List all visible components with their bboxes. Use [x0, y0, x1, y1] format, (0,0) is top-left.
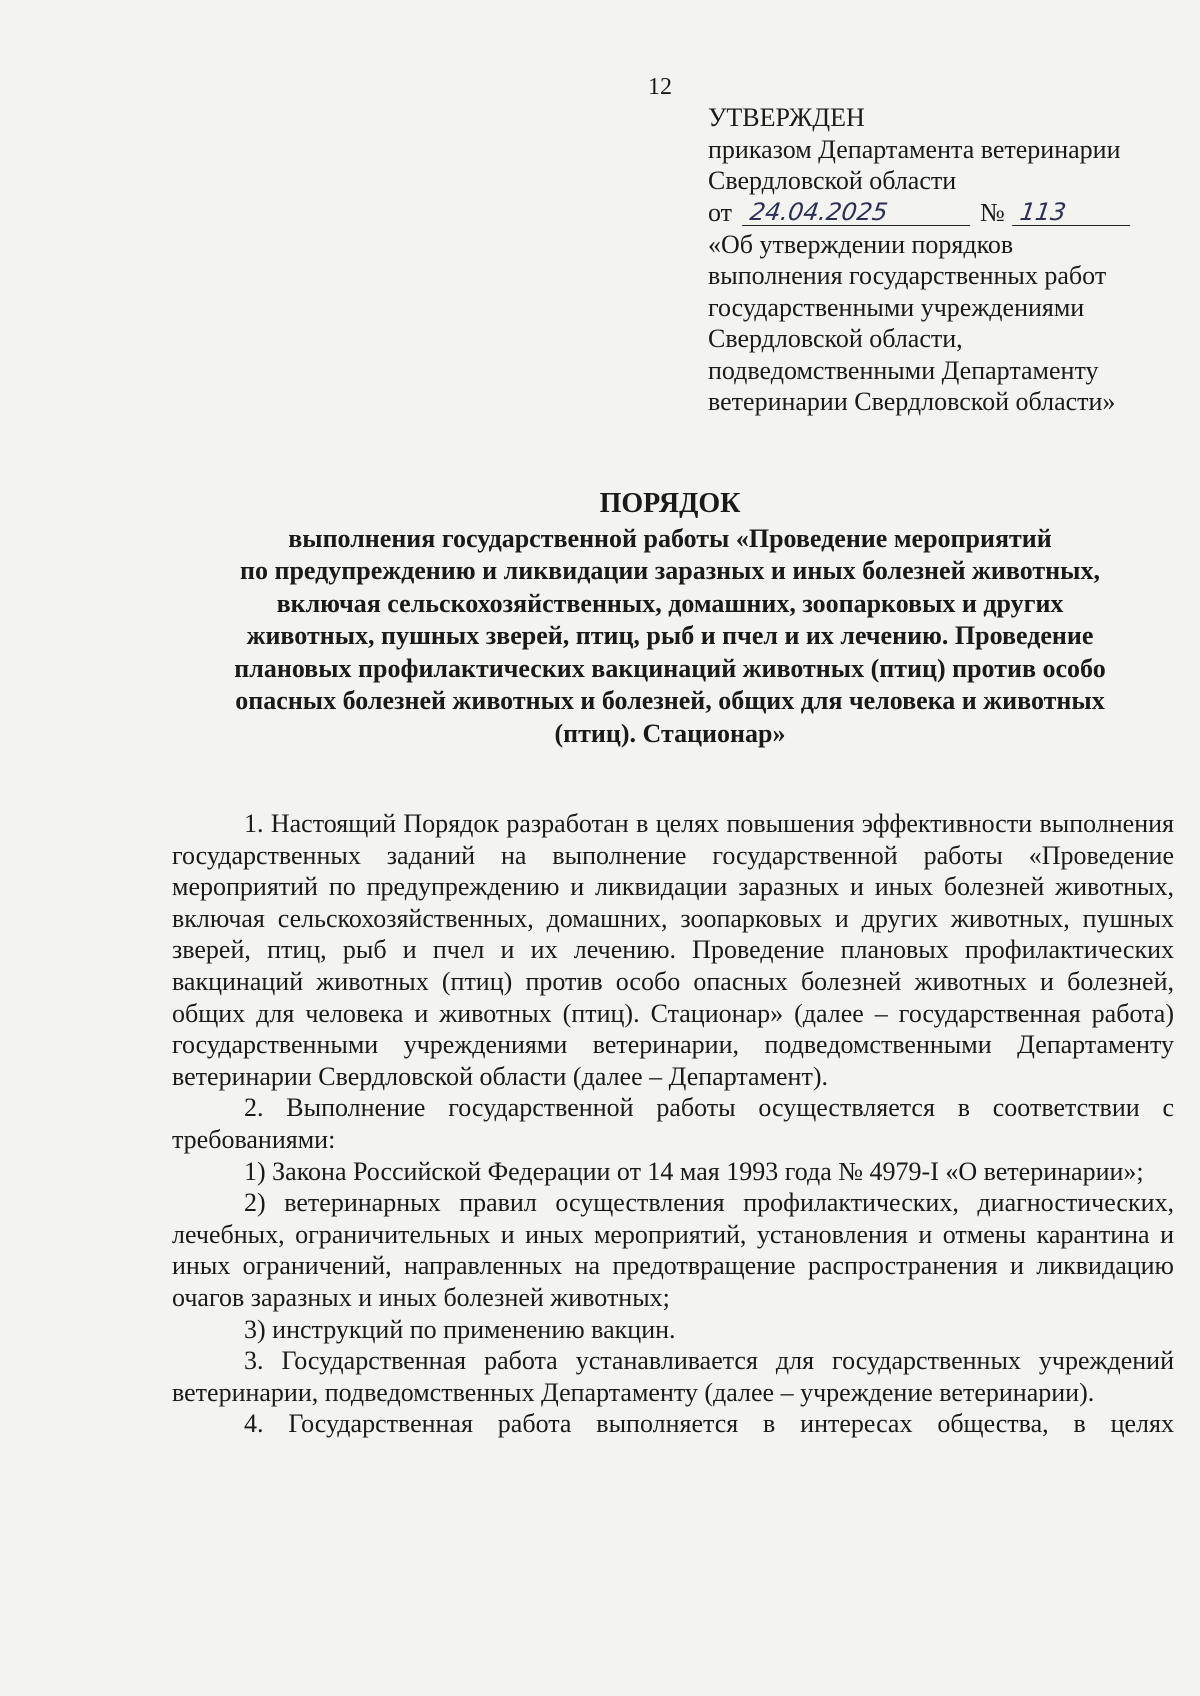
document-body	[172, 808, 1174, 1440]
paragraph: 1. Настоящий Порядок разработан в целях повышения эффективности выполнения государственных заданий на выполнение государственной работы «Проведение мероприятий по предупреждению и ликвидации заразных и иных болезней животных, включая сельскохозяйственных, домашних, зоопарковых и других животных, пушных зверей, птиц, рыб и пчел и их лечению. Проведение плановых профилактических вакцинаций животных (птиц) против особо опасных болезней животных и болезней, общих для человека и животных (птиц). Стационар» (далее – государственная работа) государственными учреждениями ветеринарии, подведомственными Департаменту ветеринарии Свердловской области (далее – Департамент).	[172, 809, 1174, 1091]
approval-subject-line: «Об утверждении порядков	[708, 229, 1014, 259]
paragraph: 1) Закона Российской Федерации от 14 мая 1993 года № 4979-I «О ветеринарии»;	[244, 1156, 1144, 1186]
approval-line: приказом Департамента ветеринарии	[708, 134, 1121, 164]
approval-subject-line: государственными учреждениями	[708, 292, 1085, 322]
title-line: (птиц). Стационар»	[554, 718, 786, 748]
paragraph: 2. Выполнение государственной работы осуществляется в соответствии с требованиями:	[172, 1093, 1174, 1154]
page-number: 12	[648, 74, 672, 100]
approval-subject-line: подведомственными Департаменту	[708, 355, 1099, 385]
paragraph: 4. Государственная работа выполняется в интересах общества, в целях	[244, 1409, 1174, 1439]
title-heading: ПОРЯДОК	[599, 488, 741, 519]
title-line: опасных болезней животных и болезней, общих для человека и животных	[235, 686, 1105, 715]
approval-subject-line: Свердловской области,	[708, 324, 963, 353]
approval-stamp: УТВЕРЖДЕН	[708, 103, 865, 132]
order-date-number-line	[708, 197, 1178, 229]
paragraph: 3) инструкций по применению вакцин.	[244, 1314, 676, 1344]
paragraph: 3. Государственная работа устанавливается для государственных учреждений ветеринарии, подведомственных Департаменту (далее – учреждение ветеринарии).	[172, 1346, 1174, 1407]
title-line: плановых профилактических вакцинаций животных (птиц) против особо	[234, 653, 1106, 683]
handwritten-number: 113	[1012, 199, 1134, 226]
handwritten-date: 24.04.2025	[742, 199, 974, 226]
title-line: животных, пушных зверей, птиц, рыб и пчел и их лечению. Проведение	[246, 621, 1094, 650]
title-line: по предупреждению и ликвидации заразных и иных болезней животных,	[240, 556, 1100, 585]
title-line: включая сельскохозяйственных, домашних, зоопарковых и других	[276, 588, 1064, 618]
approval-subject-line: ветеринарии Свердловской области»	[708, 387, 1116, 416]
paragraph: 2) ветеринарных правил осуществления профилактических, диагностических, лечебных, ограничительных и иных мероприятий, установления и отмены карантина и иных ограничений, направленных на предотвращение распространения и ликвидацию очагов заразных и иных болезней животных;	[172, 1188, 1174, 1312]
approval-subject-line: выполнения государственных работ	[708, 261, 1107, 290]
approval-block	[708, 102, 1178, 418]
date-prefix: от	[708, 197, 733, 227]
number-prefix: №	[980, 197, 1005, 227]
document-title	[170, 488, 1170, 750]
approval-line: Свердловской области	[708, 166, 957, 195]
title-line: выполнения государственной работы «Проведение мероприятий	[288, 523, 1052, 553]
